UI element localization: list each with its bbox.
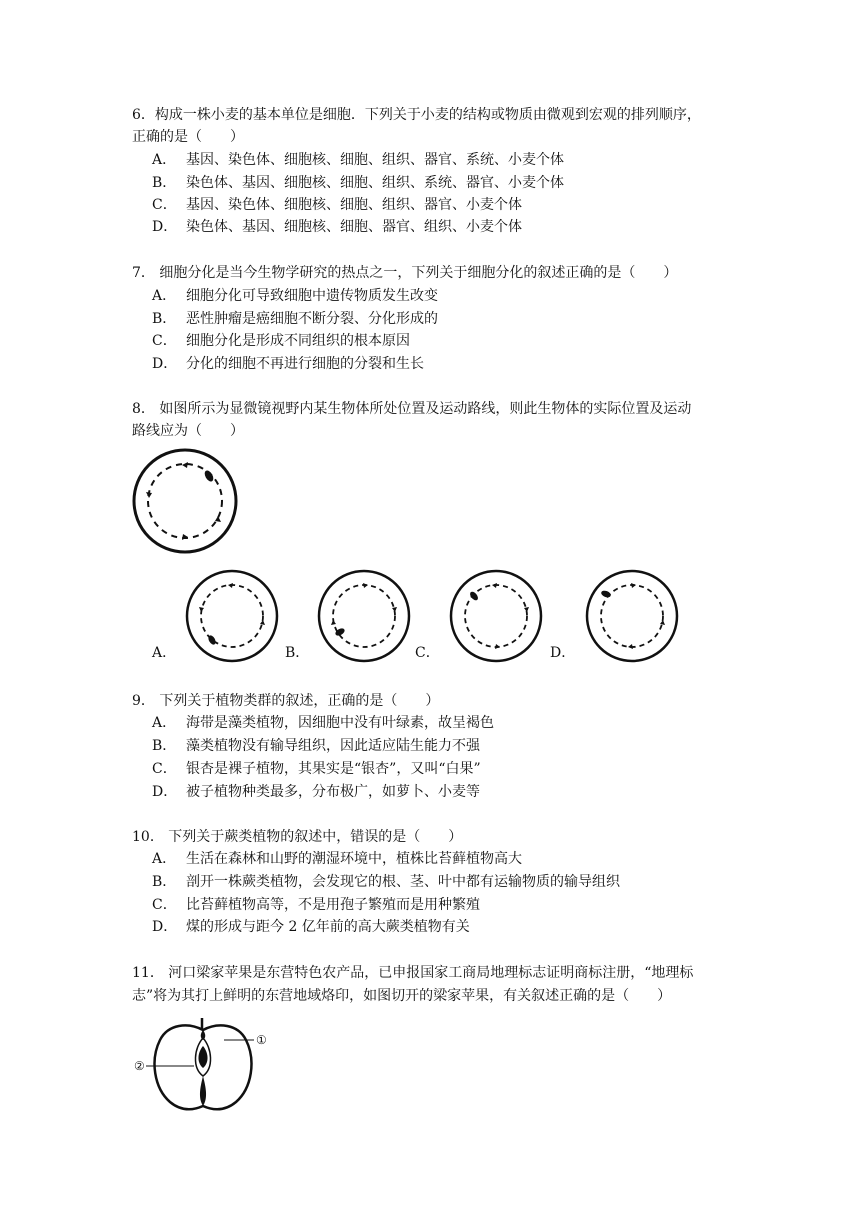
callout-label-1: ① bbox=[256, 1033, 267, 1047]
q11-stem-line2: 志”将为其打上鲜明的东营地域烙印，如图切开的梁家苹果，有关叙述正确的是（ ） bbox=[132, 988, 672, 1004]
option-text: 剖开一株蕨类植物，会发现它的根、茎、叶中都有运输物质的输导组织 bbox=[186, 874, 620, 890]
callout-label-2: ② bbox=[134, 1059, 145, 1073]
q6-option-d[interactable] bbox=[152, 216, 522, 238]
option-label: D． bbox=[152, 919, 178, 935]
option-label: C． bbox=[152, 761, 177, 777]
q9-option-c[interactable] bbox=[152, 758, 481, 780]
apple-cross-section-figure bbox=[128, 1016, 278, 1114]
option-text: 基因、染色体、细胞核、细胞、组织、器官、系统、小麦个体 bbox=[186, 152, 564, 168]
option-label: A． bbox=[152, 152, 177, 168]
option-text: 比苔藓植物高等，不是用孢子繁殖而是用种繁殖 bbox=[186, 897, 480, 913]
q8-option-b-figure[interactable] bbox=[316, 568, 412, 664]
q8-option-d-figure[interactable] bbox=[584, 568, 680, 664]
option-label: C． bbox=[152, 333, 177, 349]
option-text: 被子植物种类最多，分布极广，如萝卜、小麦等 bbox=[186, 784, 480, 800]
option-text: 染色体、基因、细胞核、细胞、组织、系统、器官、小麦个体 bbox=[186, 175, 564, 191]
q6-option-c[interactable] bbox=[152, 194, 522, 216]
option-text: 煤的形成与距今 2 亿年前的高大蕨类植物有关 bbox=[186, 919, 470, 935]
option-label: D． bbox=[152, 784, 178, 800]
q6-stem-line2: 正确的是（ ） bbox=[132, 129, 244, 145]
option-label: A． bbox=[152, 851, 177, 867]
q7-option-b[interactable] bbox=[152, 308, 438, 330]
q10-option-a[interactable] bbox=[152, 848, 522, 870]
q7-option-c[interactable] bbox=[152, 330, 410, 352]
option-text: 分化的细胞不再进行细胞的分裂和生长 bbox=[186, 356, 424, 372]
option-text: 恶性肿瘤是癌细胞不断分裂、分化形成的 bbox=[186, 311, 438, 327]
q8-option-a-label: A． bbox=[152, 645, 177, 661]
q8-stem-line1: 8． 如图所示为显微镜视野内某生物体所处位置及运动路线，则此生物体的实际位置及运动 bbox=[132, 401, 692, 417]
q9-option-b[interactable] bbox=[152, 735, 480, 757]
q10-option-c[interactable] bbox=[152, 894, 480, 916]
option-label: B． bbox=[152, 738, 177, 754]
option-label: B． bbox=[152, 311, 177, 327]
q6-option-b[interactable] bbox=[152, 172, 564, 194]
q10-stem-line1: 10． 下列关于蕨类植物的叙述中，错误的是（ ） bbox=[132, 829, 463, 845]
q8-stem-line2: 路线应为（ ） bbox=[132, 423, 244, 439]
q7-stem-line1: 7． 细胞分化是当今生物学研究的热点之一，下列关于细胞分化的叙述正确的是（ ） bbox=[132, 265, 678, 281]
option-label: D． bbox=[152, 356, 178, 372]
option-text: 基因、染色体、细胞核、细胞、组织、器官、小麦个体 bbox=[186, 197, 522, 213]
q8-option-c-label: C． bbox=[415, 645, 440, 661]
q6-option-a[interactable] bbox=[152, 149, 564, 171]
option-text: 细胞分化是形成不同组织的根本原因 bbox=[186, 333, 410, 349]
q11-stem-line1: 11． 河口梁家苹果是东营特色农产品，已申报国家工商局地理标志证明商标注册，“地理标 bbox=[132, 965, 694, 981]
q7-option-a[interactable] bbox=[152, 285, 438, 307]
option-text: 海带是藻类植物，因细胞中没有叶绿素，故呈褐色 bbox=[186, 715, 494, 731]
microscope-field-figure bbox=[130, 446, 240, 556]
option-text: 染色体、基因、细胞核、细胞、器官、组织、小麦个体 bbox=[186, 219, 522, 235]
option-label: A． bbox=[152, 715, 177, 731]
q8-option-a-figure[interactable] bbox=[184, 568, 280, 664]
q6-stem-line1: 6．构成一株小麦的基本单位是细胞．下列关于小麦的结构或物质由微观到宏观的排列顺序， bbox=[132, 107, 701, 123]
option-text: 生活在森林和山野的潮湿环境中，植株比苔藓植物高大 bbox=[186, 851, 522, 867]
option-label: C． bbox=[152, 897, 177, 913]
q9-option-d[interactable] bbox=[152, 781, 480, 803]
q7-option-d[interactable] bbox=[152, 353, 424, 375]
q9-stem-line1: 9． 下列关于植物类群的叙述，正确的是（ ） bbox=[132, 693, 440, 709]
q8-option-c-figure[interactable] bbox=[448, 568, 544, 664]
option-label: C． bbox=[152, 197, 177, 213]
option-text: 银杏是裸子植物，其果实是“银杏”，又叫“白果” bbox=[186, 761, 481, 777]
option-label: B． bbox=[152, 175, 177, 191]
option-text: 细胞分化可导致细胞中遗传物质发生改变 bbox=[186, 288, 438, 304]
q9-option-a[interactable] bbox=[152, 712, 494, 734]
option-label: B． bbox=[152, 874, 177, 890]
option-label: D． bbox=[152, 219, 178, 235]
q10-option-b[interactable] bbox=[152, 871, 620, 893]
q10-option-d[interactable] bbox=[152, 916, 470, 938]
option-text: 藻类植物没有输导组织，因此适应陆生能力不强 bbox=[186, 738, 480, 754]
q8-option-d-label: D． bbox=[550, 645, 576, 661]
option-label: A． bbox=[152, 288, 177, 304]
q8-option-b-label: B． bbox=[285, 645, 310, 661]
